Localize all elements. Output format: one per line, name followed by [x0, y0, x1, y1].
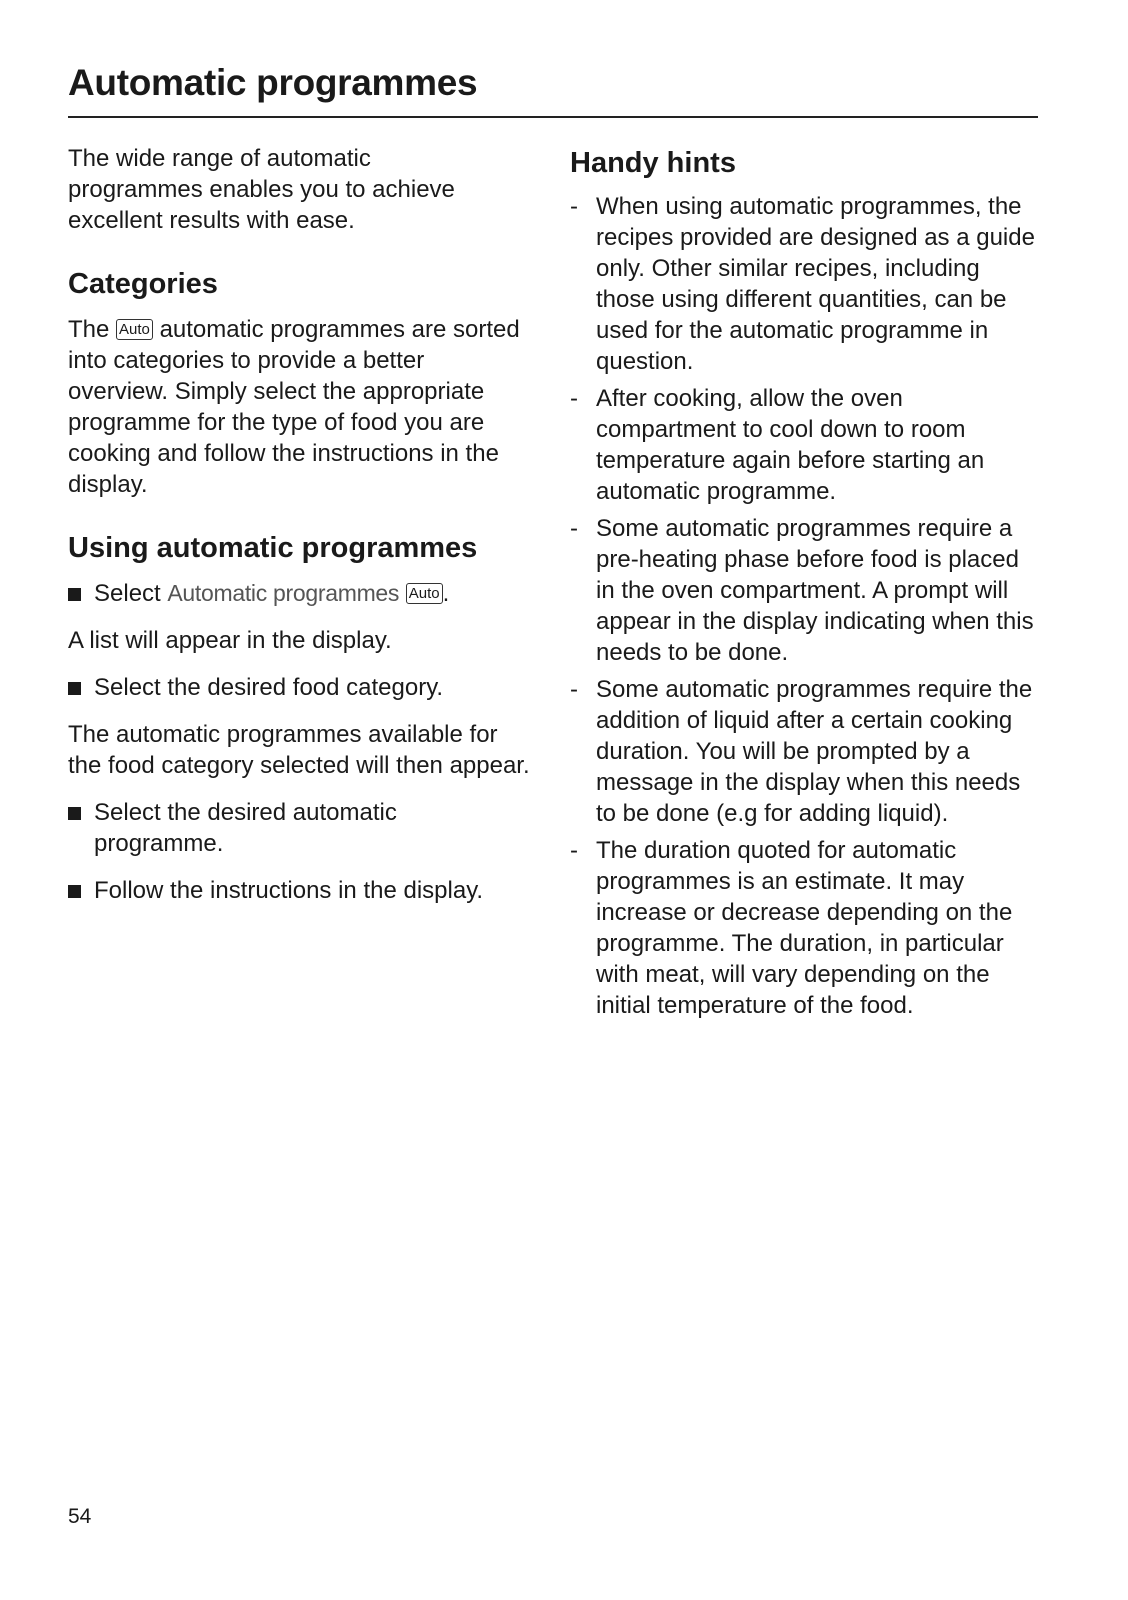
text: Select the desired food category.	[94, 674, 444, 701]
text: Select	[94, 580, 161, 607]
step-1-result: A list will appear in the display.	[68, 627, 392, 654]
bullet-square-icon	[68, 588, 81, 601]
auto-icon: Auto	[406, 583, 443, 604]
bullet-square-icon	[68, 807, 81, 820]
dash-bullet: -	[570, 837, 578, 864]
hint-item	[570, 674, 1040, 829]
text: The	[68, 316, 110, 343]
using-heading: Using automatic programmes	[68, 532, 478, 564]
auto-icon: Auto	[116, 319, 153, 340]
left-column	[68, 143, 538, 922]
hints-heading: Handy hints	[570, 147, 736, 179]
intro-text: The wide range of automatic programmes enables you to achieve excellent results with ease.	[68, 145, 455, 234]
hints-list	[570, 191, 1040, 1021]
hint-text: After cooking, allow the oven compartment to cool down to room temperature again before starting an automatic programme.	[596, 385, 985, 505]
hint-text: The duration quoted for automatic programmes is an estimate. It may increase or decrease depending on the programme. The duration, in particular with meat, will vary depending on the initial temperature of the food.	[596, 837, 1013, 1019]
dash-bullet: -	[570, 193, 578, 220]
text: Select the desired automatic programme.	[94, 799, 397, 857]
hint-item	[570, 383, 1040, 507]
step-2-result: The automatic programmes available for the food category selected will then appear.	[68, 721, 530, 779]
dash-bullet: -	[570, 385, 578, 412]
hint-text: Some automatic programmes require a pre-heating phase before food is placed in the oven compartment. A prompt will appear in the display indicating when this needs to be done.	[596, 515, 1034, 666]
hint-item	[570, 835, 1040, 1021]
title-rule	[68, 116, 1038, 118]
hint-text: Some automatic programmes require the addition of liquid after a certain cooking duration. You will be prompted by a message in the display when this needs to be done (e.g for adding liquid).	[596, 676, 1033, 827]
hint-text: When using automatic programmes, the recipes provided are designed as a guide only. Other similar recipes, including those using different quantities, can be used for the automatic programme in question.	[596, 193, 1035, 375]
text: .	[442, 580, 450, 607]
bullet-square-icon	[68, 682, 81, 695]
dash-bullet: -	[570, 676, 578, 703]
categories-heading: Categories	[68, 268, 218, 300]
categories-text	[68, 314, 523, 500]
right-column	[570, 143, 1040, 1027]
page-title: Automatic programmes	[68, 62, 478, 103]
hint-item	[570, 513, 1040, 668]
step-4	[68, 875, 538, 906]
hint-item	[570, 191, 1040, 377]
text: automatic programmes are sorted into categories to provide a better overview. Simply select the appropriate programme for the type of food you are cooking and follow the instructions in the display.	[68, 316, 520, 498]
dash-bullet: -	[570, 515, 578, 542]
step-3	[68, 797, 464, 859]
step-1	[68, 578, 538, 609]
page-number: 54	[68, 1505, 92, 1528]
display-text: Automatic programmes	[167, 580, 400, 606]
step-2	[68, 672, 538, 703]
bullet-square-icon	[68, 885, 81, 898]
text: Follow the instructions in the display.	[94, 877, 484, 904]
